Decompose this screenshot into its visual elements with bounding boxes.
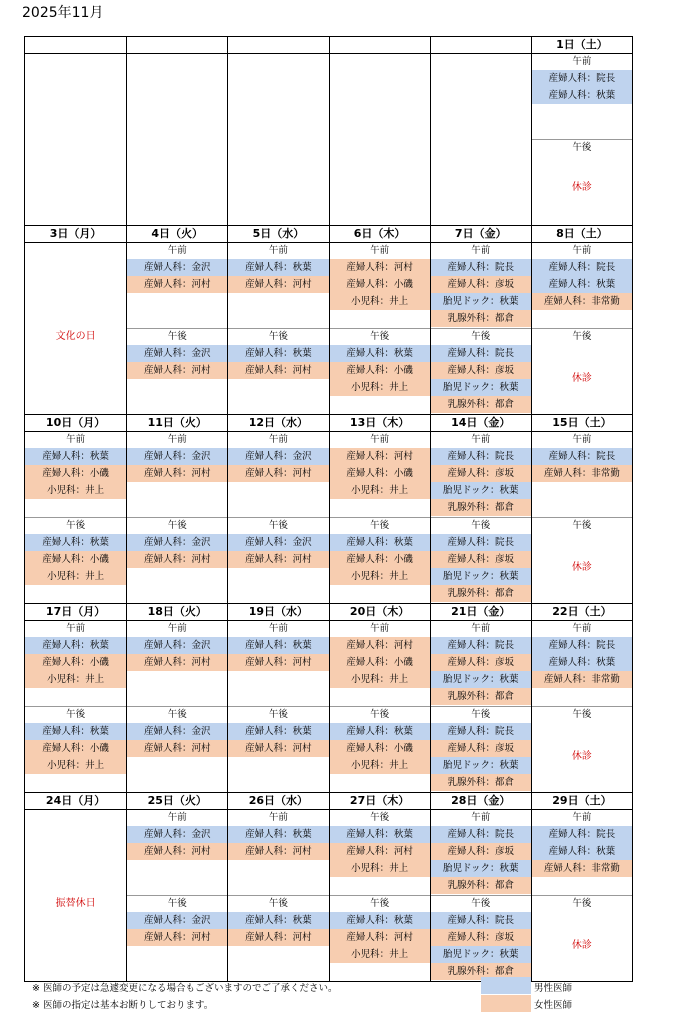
day-header: 25日（火） [127,793,227,810]
day-header: 29日（土） [532,793,632,810]
day-cell-1 [531,37,632,225]
day-cell [227,415,328,603]
calendar-table [24,36,633,982]
am-label: 午前 [268,623,288,634]
am-label: 午前 [572,623,592,634]
pm-block [25,707,126,792]
am-label: 午前 [370,245,390,256]
doctor-entry: 産婦人科：河村 [127,551,227,568]
pm-block [127,518,227,603]
am-block [228,243,328,329]
pm-label: 午後 [268,898,288,909]
doctor-entry: 産婦人科：河村 [228,362,328,379]
doctor-entry: 胎児ドック：秋葉 [431,293,531,310]
pm-label: 午後 [66,709,86,720]
doctor-entry: 産婦人科：河村 [127,654,227,671]
doctor-entry: 乳腺外科：都倉 [431,688,531,705]
day-header: 27日（木） [330,793,430,810]
day-cell [430,604,531,792]
doctor-entry: 胎児ドック：秋葉 [431,482,531,499]
am-block [127,810,227,896]
am-block [25,621,126,707]
am-block [330,810,430,896]
doctor-entry: 小児科：井上 [330,568,430,585]
doctor-entry: 産婦人科：河村 [127,929,227,946]
am-label: 午前 [268,245,288,256]
day-header: 21日（金） [431,604,531,621]
pm-label: 午後 [268,520,288,531]
pm-label: 午後 [471,520,491,531]
pm-label: 午後 [66,520,86,531]
day-cell [227,793,328,981]
doctor-entry: 産婦人科：河村 [330,259,430,276]
doctor-entry: 産婦人科：河村 [330,637,430,654]
pm-block [431,329,531,414]
day-cell [329,226,430,414]
pm-label: 午後 [572,709,592,720]
doctor-entry: 産婦人科：院長 [431,637,531,654]
closed-note: 休診 [571,562,592,573]
closed-note: 休診 [571,182,592,193]
pm-label: 午後 [370,520,390,531]
pm-label: 午後 [167,709,187,720]
doctor-entry: 産婦人科：院長 [431,448,531,465]
doctor-entry: 産婦人科：金沢 [127,259,227,276]
doctor-entry: 産婦人科：非常勤 [532,671,632,688]
doctor-entry: 産婦人科：金沢 [127,912,227,929]
doctor-entry: 産婦人科：院長 [532,826,632,843]
legend-male-swatch [481,977,531,994]
am-block [431,621,531,707]
am-block [127,432,227,518]
day-cell [126,415,227,603]
pm-block [127,896,227,981]
day-header: 1日（土） [532,37,632,54]
day-cell [329,415,430,603]
doctor-entry: 産婦人科：秋葉 [228,345,328,362]
doctor-entry: 産婦人科：小磯 [330,465,430,482]
closed-note: 休診 [571,751,592,762]
pm-block [431,707,531,792]
am-label: 午前 [471,434,491,445]
doctor-entry: 産婦人科：彦坂 [431,843,531,860]
am-label: 午後 [370,812,390,823]
am-label: 午前 [167,245,187,256]
pm-label: 午後 [572,142,592,153]
day-cell [430,793,531,981]
doctor-entry: 産婦人科：院長 [431,912,531,929]
doctor-entry: 乳腺外科：都倉 [431,499,531,516]
doctor-entry: 産婦人科：河村 [330,448,430,465]
doctor-entry: 産婦人科：院長 [431,345,531,362]
am-label: 午前 [370,434,390,445]
doctor-entry: 産婦人科：河村 [127,276,227,293]
day-cell [227,604,328,792]
doctor-entry: 産婦人科：彦坂 [431,551,531,568]
legend-female-swatch [481,995,531,1012]
closed-note: 休診 [571,373,592,384]
pm-block [228,707,328,792]
doctor-entry: 産婦人科：彦坂 [431,929,531,946]
doctor-entry: 産婦人科：小磯 [330,551,430,568]
doctor-entry: 産婦人科：秋葉 [25,723,126,740]
doctor-entry: 産婦人科：秋葉 [330,912,430,929]
doctor-entry: 産婦人科：秋葉 [532,654,632,671]
day-cell [25,226,126,414]
doctor-entry: 産婦人科：河村 [228,551,328,568]
calendar-week-2 [25,225,632,414]
day-header: 12日（水） [228,415,328,432]
am-block [330,621,430,707]
doctor-entry: 産婦人科：金沢 [228,448,328,465]
am-label: 午前 [471,245,491,256]
day-cell-empty [430,37,531,225]
day-header: 5日（水） [228,226,328,243]
calendar-week-5 [25,792,632,981]
pm-label: 午後 [268,709,288,720]
pm-block [330,329,430,414]
doctor-entry: 産婦人科：金沢 [228,534,328,551]
am-label: 午前 [66,434,86,445]
doctor-entry: 産婦人科：秋葉 [532,276,632,293]
doctor-entry: 産婦人科：秋葉 [228,826,328,843]
doctor-entry: 産婦人科：院長 [431,826,531,843]
doctor-entry: 胎児ドック：秋葉 [431,757,531,774]
page-title: 2025年11月 [22,5,104,21]
doctor-entry: 産婦人科：小磯 [330,740,430,757]
doctor-entry: 産婦人科：秋葉 [330,723,430,740]
am-block [228,810,328,896]
doctor-entry: 産婦人科：河村 [127,843,227,860]
doctor-entry: 胎児ドック：秋葉 [431,568,531,585]
pm-label: 午後 [370,898,390,909]
am-label: 午前 [572,245,592,256]
doctor-entry: 産婦人科：彦坂 [431,654,531,671]
doctor-entry: 乳腺外科：都倉 [431,396,531,413]
am-label: 午前 [471,623,491,634]
doctor-entry: 産婦人科：秋葉 [330,534,430,551]
doctor-entry: 産婦人科：金沢 [127,534,227,551]
pm-block [25,518,126,603]
doctor-entry: 小児科：井上 [330,757,430,774]
day-header: 20日（木） [330,604,430,621]
pm-label: 午後 [167,520,187,531]
am-block [532,54,632,140]
day-header: 18日（火） [127,604,227,621]
doctor-entry: 産婦人科：非常勤 [532,860,632,877]
doctor-entry: 産婦人科：小磯 [25,465,126,482]
doctor-entry: 小児科：井上 [330,379,430,396]
pm-label: 午後 [572,520,592,531]
am-label: 午前 [572,56,592,67]
day-cell [531,415,632,603]
doctor-entry: 産婦人科：院長 [532,259,632,276]
am-label: 午前 [66,623,86,634]
day-header: 28日（金） [431,793,531,810]
doctor-entry: 産婦人科：河村 [228,740,328,757]
doctor-entry: 産婦人科：非常勤 [532,293,632,310]
pm-block [532,896,632,981]
doctor-entry: 産婦人科：河村 [330,929,430,946]
day-header: 15日（土） [532,415,632,432]
doctor-entry: 産婦人科：院長 [431,723,531,740]
day-header: 10日（月） [25,415,126,432]
am-block [532,243,632,329]
doctor-entry: 産婦人科：小磯 [25,654,126,671]
day-header: 14日（金） [431,415,531,432]
day-header: 4日（火） [127,226,227,243]
am-label: 午前 [167,623,187,634]
doctor-entry: 小児科：井上 [330,482,430,499]
day-cell [430,226,531,414]
am-label: 午前 [572,812,592,823]
doctor-entry: 産婦人科：院長 [532,448,632,465]
day-cell [126,604,227,792]
am-label: 午前 [268,812,288,823]
day-cell [329,604,430,792]
holiday-block [25,810,126,980]
doctor-entry: 産婦人科：金沢 [127,637,227,654]
calendar-week-1 [25,37,632,225]
pm-block [532,140,632,225]
day-cell [126,226,227,414]
am-label: 午前 [572,434,592,445]
am-label: 午前 [471,812,491,823]
pm-block [228,329,328,414]
am-block [25,432,126,518]
am-label: 午前 [370,623,390,634]
doctor-entry: 産婦人科：金沢 [127,826,227,843]
holiday-block [25,243,126,413]
day-cell [25,415,126,603]
pm-block [228,518,328,603]
doctor-entry: 乳腺外科：都倉 [431,963,531,980]
doctor-entry: 小児科：井上 [25,568,126,585]
pm-label: 午後 [268,331,288,342]
pm-block [532,707,632,792]
calendar-week-4 [25,603,632,792]
doctor-entry: 小児科：井上 [330,671,430,688]
pm-block [532,518,632,603]
day-header: 3日（月） [25,226,126,243]
pm-block [127,707,227,792]
holiday-note: 文化の日 [55,331,96,342]
doctor-entry: 産婦人科：秋葉 [25,637,126,654]
am-block [127,243,227,329]
day-cell-empty [329,37,430,225]
doctor-entry: 産婦人科：彦坂 [431,362,531,379]
doctor-entry: 産婦人科：金沢 [127,723,227,740]
pm-block [330,518,430,603]
doctor-entry: 乳腺外科：都倉 [431,774,531,791]
am-block [228,432,328,518]
pm-block [127,329,227,414]
doctor-entry: 産婦人科：金沢 [127,345,227,362]
doctor-entry: 胎児ドック：秋葉 [431,379,531,396]
day-cell [430,415,531,603]
day-cell [25,604,126,792]
pm-label: 午後 [471,331,491,342]
pm-block [431,896,531,981]
am-block [431,432,531,518]
doctor-entry: 産婦人科：院長 [532,637,632,654]
doctor-entry: 産婦人科：小磯 [330,654,430,671]
day-cell [126,793,227,981]
day-header: 8日（土） [532,226,632,243]
doctor-entry: 小児科：井上 [25,482,126,499]
am-block [431,243,531,329]
pm-label: 午後 [370,709,390,720]
doctor-entry: 産婦人科：河村 [228,929,328,946]
pm-label: 午後 [167,898,187,909]
am-block [532,621,632,707]
am-label: 午前 [268,434,288,445]
day-header: 19日（水） [228,604,328,621]
doctor-entry: 胎児ドック：秋葉 [431,671,531,688]
doctor-entry: 産婦人科：金沢 [127,448,227,465]
doctor-entry: 産婦人科：秋葉 [25,448,126,465]
am-block [330,432,430,518]
day-header: 6日（木） [330,226,430,243]
am-block [532,432,632,518]
doctor-entry: 産婦人科：秋葉 [532,87,632,104]
doctor-entry: 産婦人科：河村 [228,843,328,860]
day-cell [531,226,632,414]
doctor-entry: 胎児ドック：秋葉 [431,860,531,877]
doctor-entry: 小児科：井上 [25,757,126,774]
doctor-entry: 産婦人科：彦坂 [431,465,531,482]
doctor-entry: 乳腺外科：都倉 [431,310,531,327]
doctor-entry: 産婦人科：河村 [127,362,227,379]
doctor-entry: 産婦人科：小磯 [330,276,430,293]
day-cell-empty [25,37,126,225]
legend-female-label: 女性医師 [534,1000,573,1011]
pm-block [532,329,632,414]
am-block [532,810,632,896]
pm-label: 午後 [471,709,491,720]
doctor-entry: 産婦人科：小磯 [330,362,430,379]
doctor-entry: 産婦人科：秋葉 [330,345,430,362]
doctor-entry: 産婦人科：院長 [431,534,531,551]
doctor-entry: 産婦人科：秋葉 [532,843,632,860]
doctor-entry: 産婦人科：秋葉 [228,637,328,654]
pm-label: 午後 [370,331,390,342]
doctor-entry: 小児科：井上 [330,293,430,310]
am-block [228,621,328,707]
doctor-entry: 産婦人科：秋葉 [228,259,328,276]
closed-note: 休診 [571,940,592,951]
day-header: 13日（木） [330,415,430,432]
pm-block [228,896,328,981]
holiday-note: 振替休日 [55,898,96,909]
day-header: 24日（月） [25,793,126,810]
doctor-entry: 産婦人科：院長 [532,70,632,87]
am-block [330,243,430,329]
day-cell [531,604,632,792]
doctor-entry: 産婦人科：非常勤 [532,465,632,482]
doctor-entry: 乳腺外科：都倉 [431,877,531,894]
doctor-entry: 産婦人科：河村 [330,843,430,860]
day-header: 11日（火） [127,415,227,432]
pm-block [330,707,430,792]
day-cell [531,793,632,981]
day-header: 17日（月） [25,604,126,621]
doctor-entry: 小児科：井上 [25,671,126,688]
day-cell-empty [126,37,227,225]
doctor-entry: 産婦人科：院長 [431,259,531,276]
doctor-entry: 産婦人科：河村 [127,740,227,757]
doctor-entry: 産婦人科：河村 [228,654,328,671]
pm-label: 午後 [167,331,187,342]
day-cell [227,226,328,414]
doctor-entry: 小児科：井上 [330,860,430,877]
pm-label: 午後 [572,898,592,909]
am-block [127,621,227,707]
day-header: 22日（土） [532,604,632,621]
day-cell [329,793,430,981]
doctor-entry: 小児科：井上 [330,946,430,963]
doctor-entry: 産婦人科：秋葉 [228,912,328,929]
pm-label: 午後 [471,898,491,909]
doctor-entry: 産婦人科：秋葉 [228,723,328,740]
am-label: 午前 [167,812,187,823]
pm-label: 午後 [572,331,592,342]
am-block [431,810,531,896]
pm-block [431,518,531,603]
footer-note-1: ※ 医師の予定は急遽変更になる場合もございますのでご了承ください。 [32,983,338,994]
doctor-entry: 産婦人科：河村 [228,276,328,293]
doctor-entry: 産婦人科：小磯 [25,740,126,757]
doctor-entry: 産婦人科：秋葉 [25,534,126,551]
doctor-entry: 胎児ドック：秋葉 [431,946,531,963]
legend-male-label: 男性医師 [534,983,573,994]
doctor-entry: 産婦人科：彦坂 [431,276,531,293]
doctor-entry: 乳腺外科：都倉 [431,585,531,602]
footer-note-2: ※ 医師の指定は基本お断りしております。 [32,1000,214,1011]
day-header: 26日（水） [228,793,328,810]
doctor-entry: 産婦人科：彦坂 [431,740,531,757]
day-cell [25,793,126,981]
day-cell-empty [227,37,328,225]
doctor-entry: 産婦人科：小磯 [25,551,126,568]
day-header: 7日（金） [431,226,531,243]
doctor-entry: 産婦人科：河村 [228,465,328,482]
calendar-week-3 [25,414,632,603]
am-label: 午前 [167,434,187,445]
pm-block [330,896,430,981]
doctor-entry: 産婦人科：秋葉 [330,826,430,843]
doctor-entry: 産婦人科：河村 [127,465,227,482]
